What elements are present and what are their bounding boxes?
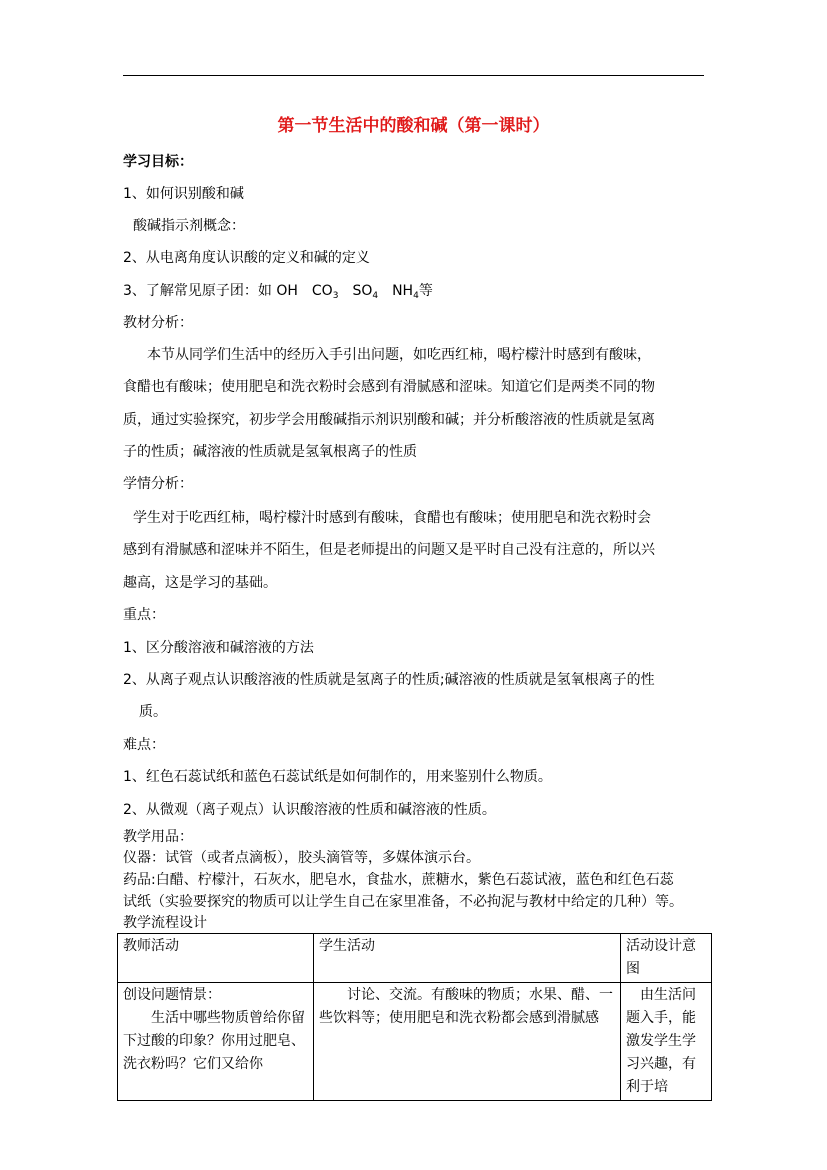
table-header-row (118, 934, 712, 983)
key-point-2-cont: 质。 (139, 704, 167, 720)
key-points-heading: 重点： (123, 607, 165, 623)
textbook-line: 子的性质；碱溶液的性质就是氢氧根离子的性质 (123, 444, 417, 460)
objective-1-sub: 酸碱指示剂概念： (133, 218, 245, 234)
header-design-intent: 活动设计意图 (621, 934, 712, 983)
key-point-2: 2、从离子观点认识酸溶液的性质就是氢离子的性质;碱溶液的性质就是氢氧根离子的性 (123, 672, 655, 688)
teacher-activity-title: 创设问题情景： (123, 987, 221, 1003)
difficulty-1: 1、红色石蕊试纸和蓝色石蕊试纸是如何制作的，用来鉴别什么物质。 (123, 769, 552, 785)
student-activity-text: 讨论、交流。有酸味的物质；水果、醋、一些饮料等；使用肥皂和洗衣粉都会感到滑腻感 (319, 987, 613, 1026)
materials-reagents-cont: 试纸（实验要探究的物质可以让学生自己在家里准备，不必拘泥与教材中给定的几种）等。 (123, 894, 683, 910)
flow-heading: 教学流程设计 (123, 915, 207, 931)
textbook-line: 质，通过实验探究，初步学会用酸碱指示剂识别酸和碱；并分析酸溶液的性质就是氢离 (123, 412, 655, 428)
radical-so4: $SO_4$ (352, 283, 379, 301)
teaching-flow-table (117, 933, 712, 1101)
student-activity-cell (314, 983, 621, 1101)
difficulties-heading: 难点： (123, 737, 165, 753)
design-intent-cell (621, 983, 712, 1101)
students-line: 感到有滑腻感和涩味并不陌生，但是老师提出的问题又是平时自己没有注意的，所以兴 (123, 542, 655, 558)
materials-instruments: 仪器：试管（或者点滴板），胶头滴管等，多媒体演示台。 (123, 850, 480, 866)
textbook-heading: 教材分析： (123, 315, 193, 331)
key-point-1: 1、区分酸溶液和碱溶液的方法 (123, 640, 314, 656)
students-line: 学生对于吃西红柿，喝柠檬汁时感到有酸味，食醋也有酸味；使用肥皂和洗衣粉时会 (133, 510, 651, 526)
teacher-activity-cell (118, 983, 314, 1101)
header-rule (123, 75, 704, 76)
design-intent-text: 由生活问题入手，能激发学生学习兴趣，有利于培 (626, 987, 696, 1095)
objectives-heading: 学习目标： (123, 154, 193, 170)
objective-2: 2、从电离角度认识酸的定义和碱的定义 (123, 250, 370, 266)
radical-nh4: $NH_4$ (392, 283, 419, 301)
students-line: 趣高，这是学习的基础。 (123, 575, 277, 591)
objective-3-prefix: 3、了解常见原子团：如 OH (123, 283, 298, 299)
students-heading: 学情分析： (123, 476, 193, 492)
objective-3-suffix: 等 (418, 283, 433, 299)
difficulty-2: 2、从微观（离子观点）认识酸溶液的性质和碱溶液的性质。 (123, 802, 496, 818)
materials-reagents: 药品:白醋、柠檬汁，石灰水，肥皂水，食盐水，蔗糖水，紫色石蕊试液，蓝色和红色石蕊 (123, 872, 674, 888)
objective-3 (123, 282, 433, 305)
page-title: 第一节生活中的酸和碱（第一课时） (277, 116, 550, 136)
table-row (118, 983, 712, 1101)
header-student-activity: 学生活动 (314, 934, 621, 983)
radical-co3: $CO_3$ (311, 283, 339, 301)
textbook-line: 本节从同学们生活中的经历入手引出问题，如吃西红柿，喝柠檬汁时感到有酸味， (147, 347, 651, 363)
header-teacher-activity: 教师活动 (118, 934, 314, 983)
objective-1: 1、如何识别酸和碱 (123, 186, 244, 202)
textbook-line: 食醋也有酸味；使用肥皂和洗衣粉时会感到有滑腻感和涩味。知道它们是两类不同的物 (123, 379, 655, 395)
materials-heading: 教学用品： (123, 829, 193, 845)
teacher-activity-text: 生活中哪些物质曾给你留下过酸的印象？你用过肥皂、洗衣粉吗？它们又给你 (123, 1010, 305, 1072)
